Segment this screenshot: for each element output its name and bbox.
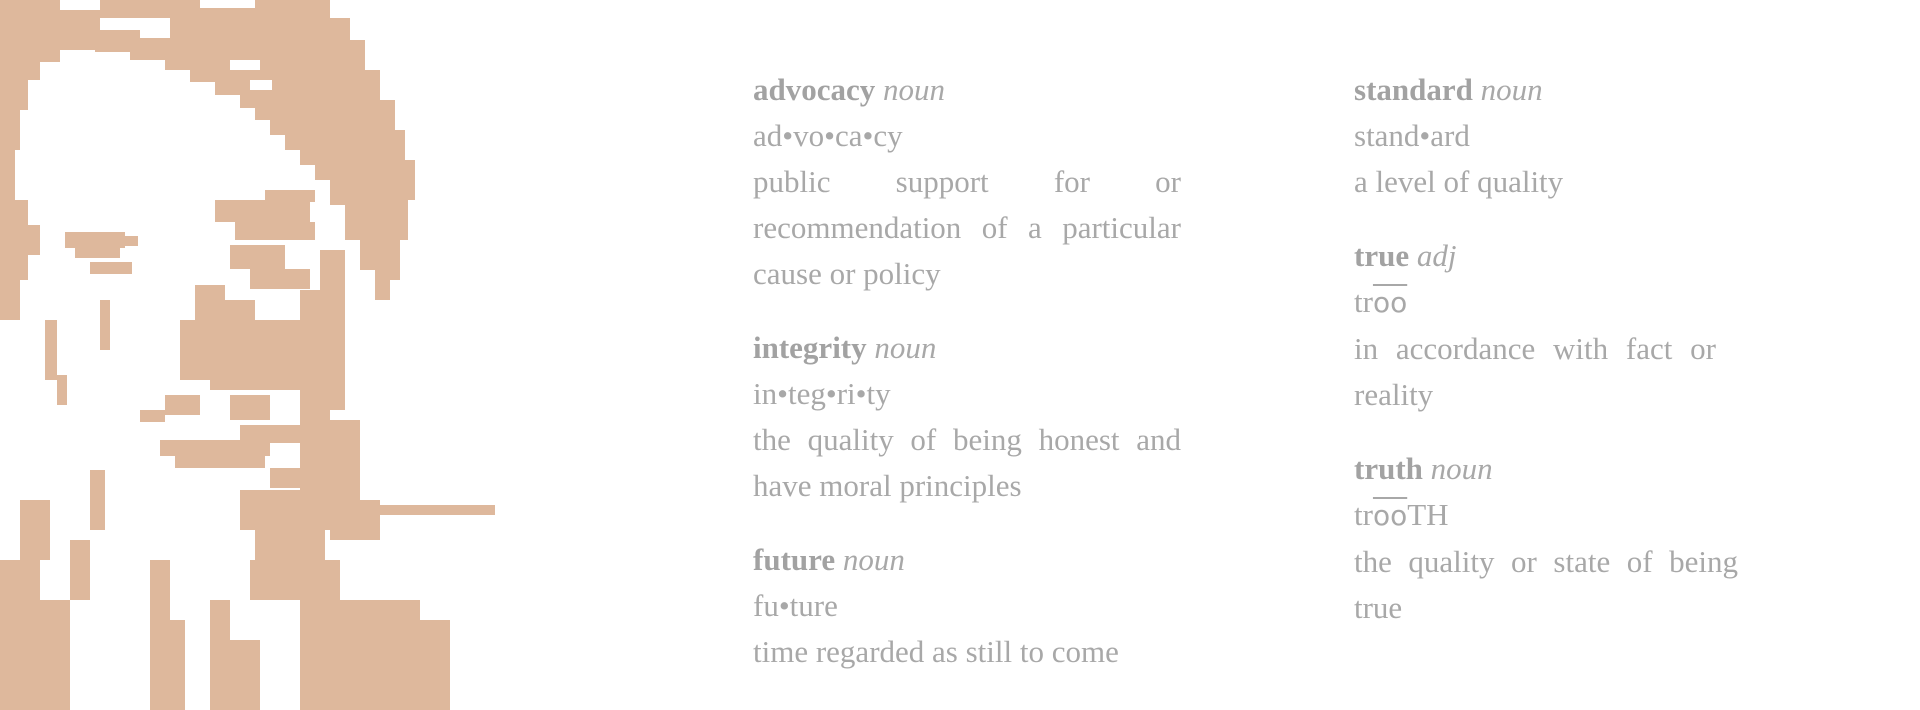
entry-part-of-speech: noun (883, 72, 946, 107)
entry-headline (1354, 446, 1738, 492)
entry-definition: a level of quality (1354, 164, 1564, 199)
entry-part-of-speech: noun (1480, 72, 1543, 107)
entry-headline (753, 537, 1181, 583)
entry-syllables: in•teg•ri•ty (753, 376, 891, 411)
entry-headline (753, 67, 1181, 113)
definitions-column-right (1354, 67, 1738, 659)
pron-suffix: TH (1407, 497, 1449, 532)
entry-pronunciation (1354, 492, 1738, 539)
entry-syllables: fu•ture (753, 588, 838, 623)
entry-word: true (1354, 238, 1410, 273)
portrait-image (0, 0, 510, 710)
entry-future (753, 537, 1181, 675)
entry-truth (1354, 446, 1738, 631)
entry-part-of-speech: noun (874, 330, 937, 365)
pron-long-oo: $\overline{oo}$ (1372, 286, 1408, 319)
entry-syllables: stand•ard (1354, 118, 1470, 153)
entry-word: advocacy (753, 72, 876, 107)
entry-headline (1354, 233, 1738, 279)
entry-word: future (753, 542, 836, 577)
entry-headline (753, 325, 1181, 371)
entry-definition: time regarded as still to come (753, 634, 1119, 669)
entry-word: standard (1354, 72, 1473, 107)
entry-standard (1354, 67, 1738, 205)
entry-part-of-speech: noun (1430, 451, 1493, 486)
entry-part-of-speech: noun (842, 542, 905, 577)
entry-true (1354, 233, 1738, 418)
entry-advocacy (753, 67, 1181, 297)
definitions-column-left (753, 67, 1181, 703)
entry-definition: the quality or state of being true (1354, 544, 1738, 625)
pron-long-oo: $\overline{oo}$ (1372, 499, 1408, 532)
entry-word: truth (1354, 451, 1423, 486)
entry-syllables: ad•vo•ca•cy (753, 118, 903, 153)
entry-word: integrity (753, 330, 867, 365)
pron-prefix: tr (1354, 284, 1373, 319)
entry-definition: in accordance with fact or reality (1354, 331, 1716, 412)
man-face-halftone-portrait-icon (0, 0, 510, 710)
entry-definition: public support for or recommendation of a particular cause or policy (753, 164, 1181, 291)
entry-integrity (753, 325, 1181, 509)
entry-headline (1354, 67, 1738, 113)
entry-definition: the quality of being honest and have moral principles (753, 422, 1181, 503)
entry-pronunciation (1354, 279, 1738, 326)
entry-part-of-speech: adj (1416, 238, 1457, 273)
pron-prefix: tr (1354, 497, 1373, 532)
